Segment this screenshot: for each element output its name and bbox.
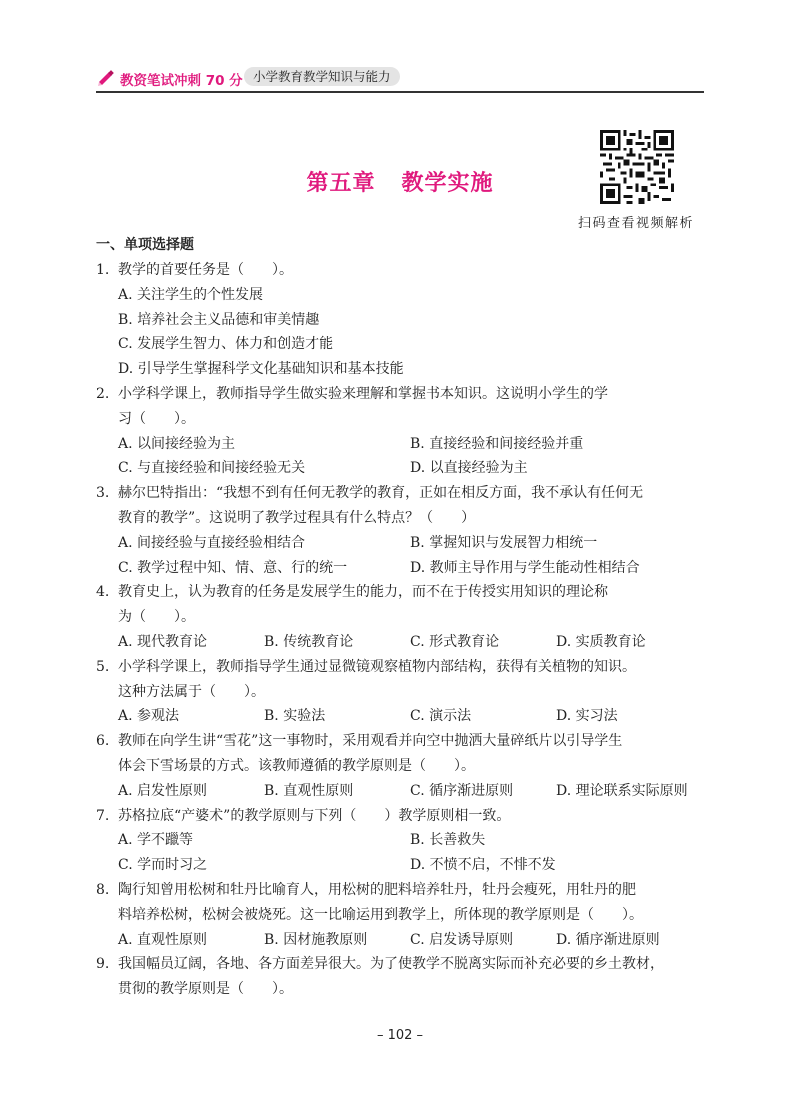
question-item — [96, 804, 708, 878]
question-stem-continued — [96, 506, 708, 531]
question-stem-continued — [96, 754, 708, 779]
answer-options — [96, 630, 708, 655]
question-text: 小学科学课上，教师指导学生做实验来理解和掌握书本知识。这说明小学生的学 — [118, 385, 608, 402]
answer-option[interactable]: B. 实验法 — [264, 708, 326, 725]
answer-option[interactable]: A. 以间接经验为主 — [118, 435, 236, 452]
answer-option[interactable]: B. 因材施教原则 — [264, 931, 368, 948]
header-divider — [96, 91, 704, 93]
answer-option[interactable]: D. 实习法 — [556, 708, 618, 725]
question-text: 赫尔巴特指出：“我想不到有任何无教学的教育，正如在相反方面，我不承认有任何无 — [118, 485, 644, 502]
answer-option[interactable]: C. 教学过程中知、情、意、行的统一 — [118, 559, 348, 576]
answer-option[interactable]: B. 培养社会主义品德和审美情趣 — [118, 311, 320, 328]
question-text: 贯彻的教学原则是（ ）。 — [118, 981, 293, 998]
answer-option[interactable]: B. 掌握知识与发展智力相统一 — [410, 534, 598, 551]
answer-option[interactable]: D. 理论联系实际原则 — [556, 782, 688, 799]
answer-options — [96, 828, 708, 878]
question-text: 教学的首要任务是（ ）。 — [118, 262, 293, 278]
answer-option[interactable]: D. 教师主导作用与学生能动性相结合 — [410, 559, 640, 576]
question-text: 教育的教学”。这说明了教学过程具有什么特点？（ ） — [118, 509, 476, 526]
answer-option[interactable]: A. 参观法 — [118, 708, 180, 725]
answer-option[interactable]: D. 循序渐进原则 — [556, 931, 660, 948]
question-item — [96, 382, 708, 481]
question-stem — [96, 804, 708, 829]
answer-options — [96, 432, 708, 482]
question-number: 9. — [96, 956, 110, 973]
answer-option[interactable]: D. 实质教育论 — [556, 633, 646, 650]
answer-option[interactable]: A. 关注学生的个性发展 — [118, 286, 264, 303]
qr-caption: 扫码查看视频解析 — [578, 216, 695, 231]
question-stem-continued — [96, 605, 708, 630]
question-item — [96, 729, 708, 803]
answer-option[interactable]: A. 现代教育论 — [118, 633, 208, 650]
answer-option[interactable]: B. 长善救失 — [410, 832, 486, 849]
pencil-icon — [96, 68, 116, 88]
question-text: 料培养松树，松树会被烧死。这一比喻运用到教学上，所体现的教学原则是（ ）。 — [118, 906, 643, 923]
qr-code-icon[interactable] — [600, 130, 674, 204]
answer-option[interactable]: A. 直观性原则 — [118, 931, 208, 948]
question-text: 苏格拉底“产婆术”的教学原则与下列（ ）教学原则相一致。 — [118, 807, 511, 824]
answer-option[interactable]: D. 以直接经验为主 — [410, 460, 528, 477]
question-number: 3. — [96, 485, 110, 502]
question-text: 陶行知曾用松树和牡丹比喻育人，用松树的肥料培养牡丹，牡丹会瘦死，用牡丹的肥 — [118, 881, 636, 898]
answer-option[interactable]: D. 引导学生掌握科学文化基础知识和基本技能 — [118, 361, 404, 378]
question-text: 我国幅员辽阔，各地、各方面差异很大。为了使教学不脱离实际而补充必要的乡土教材， — [118, 956, 664, 973]
question-text: 教师在向学生讲“雪花”这一事物时，采用观看并向空中抛洒大量碎纸片以引导学生 — [118, 733, 623, 750]
question-number: 1. — [96, 262, 110, 278]
question-stem-continued — [96, 977, 708, 1002]
question-text: 这种方法属于（ ）。 — [118, 683, 265, 700]
question-item — [96, 952, 708, 1002]
question-stem — [96, 655, 708, 680]
answer-option[interactable]: C. 循序渐进原则 — [410, 782, 514, 799]
answer-option[interactable]: A. 间接经验与直接经验相结合 — [118, 534, 306, 551]
section-heading: 一、单项选择题 — [96, 237, 194, 253]
question-item — [96, 655, 708, 729]
question-number: 6. — [96, 733, 110, 750]
book-series-label: 教资笔试冲刺 70 分 — [120, 73, 243, 89]
answer-option[interactable]: B. 直观性原则 — [264, 782, 354, 799]
answer-option[interactable]: B. 直接经验和间接经验并重 — [410, 435, 584, 452]
answer-option[interactable]: C. 启发诱导原则 — [410, 931, 514, 948]
question-item — [96, 258, 708, 382]
question-stem-continued — [96, 407, 708, 432]
answer-option[interactable]: A. 启发性原则 — [118, 782, 208, 799]
question-stem — [96, 878, 708, 903]
question-text: 为（ ）。 — [118, 609, 195, 626]
answer-options — [96, 531, 708, 581]
question-number: 2. — [96, 385, 110, 402]
question-number: 4. — [96, 584, 110, 601]
question-item — [96, 878, 708, 952]
answer-option[interactable]: A. 学不躐等 — [118, 832, 194, 849]
question-stem-continued — [96, 680, 708, 705]
book-title-pill: 小学教育教学知识与能力 — [244, 67, 400, 86]
running-header — [96, 66, 704, 92]
answer-option[interactable]: C. 形式教育论 — [410, 633, 500, 650]
question-text: 小学科学课上，教师指导学生通过显微镜观察植物内部结构，获得有关植物的知识。 — [118, 658, 636, 675]
chapter-number: 第五章 — [306, 170, 376, 196]
question-stem — [96, 481, 708, 506]
question-text: 习（ ）。 — [118, 410, 195, 427]
answer-options — [96, 779, 708, 804]
answer-options — [96, 283, 708, 382]
question-item — [96, 580, 708, 654]
answer-option[interactable]: D. 不愤不启，不悱不发 — [410, 857, 556, 874]
answer-option[interactable]: C. 演示法 — [410, 708, 472, 725]
chapter-title — [0, 166, 800, 197]
question-number: 8. — [96, 881, 110, 898]
question-stem — [96, 729, 708, 754]
answer-options — [96, 928, 708, 953]
answer-options — [96, 704, 708, 729]
question-stem — [96, 382, 708, 407]
page-number: – 102 – — [376, 1028, 424, 1043]
question-stem — [96, 952, 708, 977]
question-stem — [96, 258, 708, 283]
question-number: 5. — [96, 658, 110, 675]
question-stem — [96, 580, 708, 605]
answer-option[interactable]: C. 发展学生智力、体力和创造才能 — [118, 336, 334, 353]
answer-option[interactable]: B. 传统教育论 — [264, 633, 354, 650]
answer-option[interactable]: C. 与直接经验和间接经验无关 — [118, 460, 306, 477]
question-number: 7. — [96, 807, 110, 824]
question-item — [96, 481, 708, 580]
chapter-name: 教学实施 — [401, 170, 494, 196]
question-stem-continued — [96, 903, 708, 928]
question-text: 体会下雪场景的方式。该教师遵循的教学原则是（ ）。 — [118, 757, 475, 774]
answer-option[interactable]: C. 学而时习之 — [118, 857, 208, 874]
question-list — [96, 258, 708, 1002]
question-text: 教育史上，认为教育的任务是发展学生的能力，而不在于传授实用知识的理论称 — [118, 584, 608, 601]
